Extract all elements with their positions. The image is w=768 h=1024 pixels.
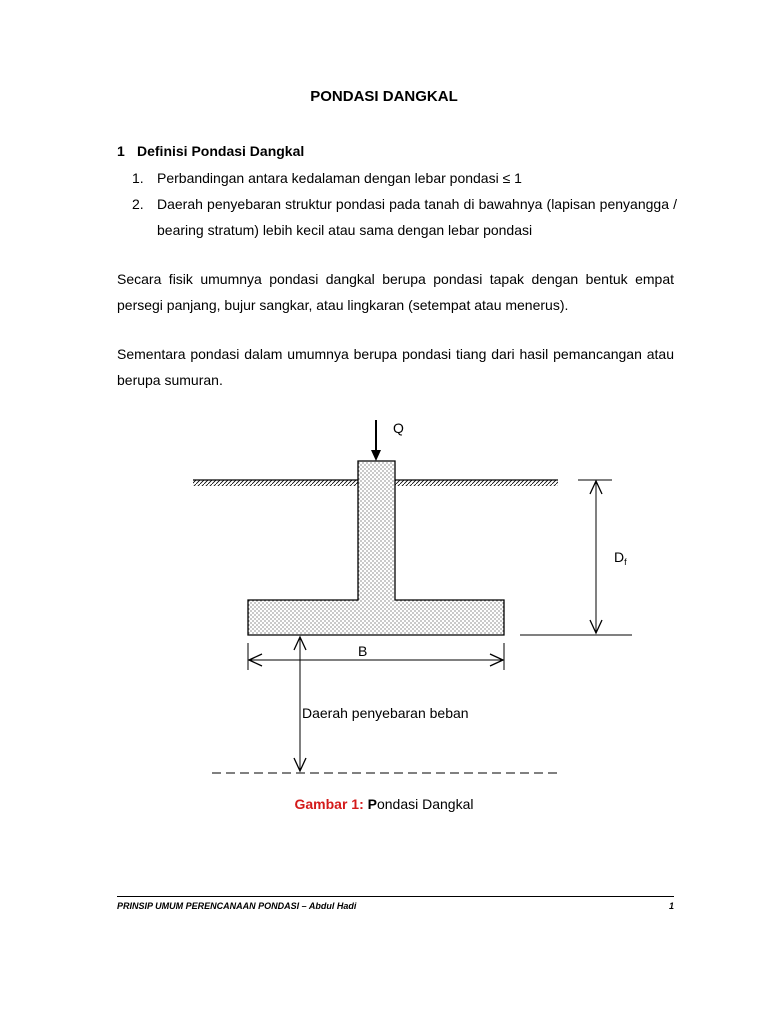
list-item-number: 2.: [132, 196, 144, 212]
spread-dimension: [294, 637, 306, 771]
list-item-number: 1.: [132, 170, 144, 186]
caption-text: ondasi Dangkal: [376, 796, 474, 812]
page-number: 1: [668, 901, 674, 911]
paragraph-deep-foundation: Sementara pondasi dalam umumnya berupa pondasi tiang dari hasil pemancangan atau berupa sumuran.: [117, 346, 674, 388]
section-title: Definisi Pondasi Dangkal: [137, 143, 305, 159]
caption-label: Gambar 1:: [294, 796, 364, 812]
width-dimension: [248, 643, 504, 670]
spread-label: Daerah penyebaran beban: [302, 705, 469, 721]
foundation-shape: [248, 461, 504, 635]
depth-label: $D_f$: [614, 549, 627, 567]
load-arrow: [371, 420, 381, 461]
foundation-diagram: [0, 400, 768, 800]
footer-divider: [117, 896, 674, 897]
list-item: [132, 165, 677, 191]
page-title: PONDASI DANGKAL: [310, 88, 458, 105]
caption-first-letter: P: [367, 796, 377, 812]
footer-text: PRINSIP UMUM PERENCANAAN PONDASI – Abdul Hadi: [117, 901, 357, 911]
list-item-text: Perbandingan antara kedalaman dengan lebar pondasi ≤ 1: [157, 170, 522, 186]
list-item-text: Daerah penyebaran struktur pondasi pada tanah di bawahnya (lapisan penyangga / bearing stratum) lebih kecil atau sama dengan lebar pondasi: [157, 196, 677, 238]
section-number: 1: [117, 143, 125, 159]
load-label: Q: [393, 420, 404, 436]
list-item: [132, 191, 677, 243]
section-heading: [117, 143, 304, 159]
width-label: B: [358, 643, 368, 659]
figure-caption: [0, 796, 768, 812]
paragraph-shallow-foundation: Secara fisik umumnya pondasi dangkal berupa pondasi tapak dengan bentuk empat persegi panjang, bujur sangkar, atau lingkaran (setempat atau menerus).: [117, 271, 674, 313]
